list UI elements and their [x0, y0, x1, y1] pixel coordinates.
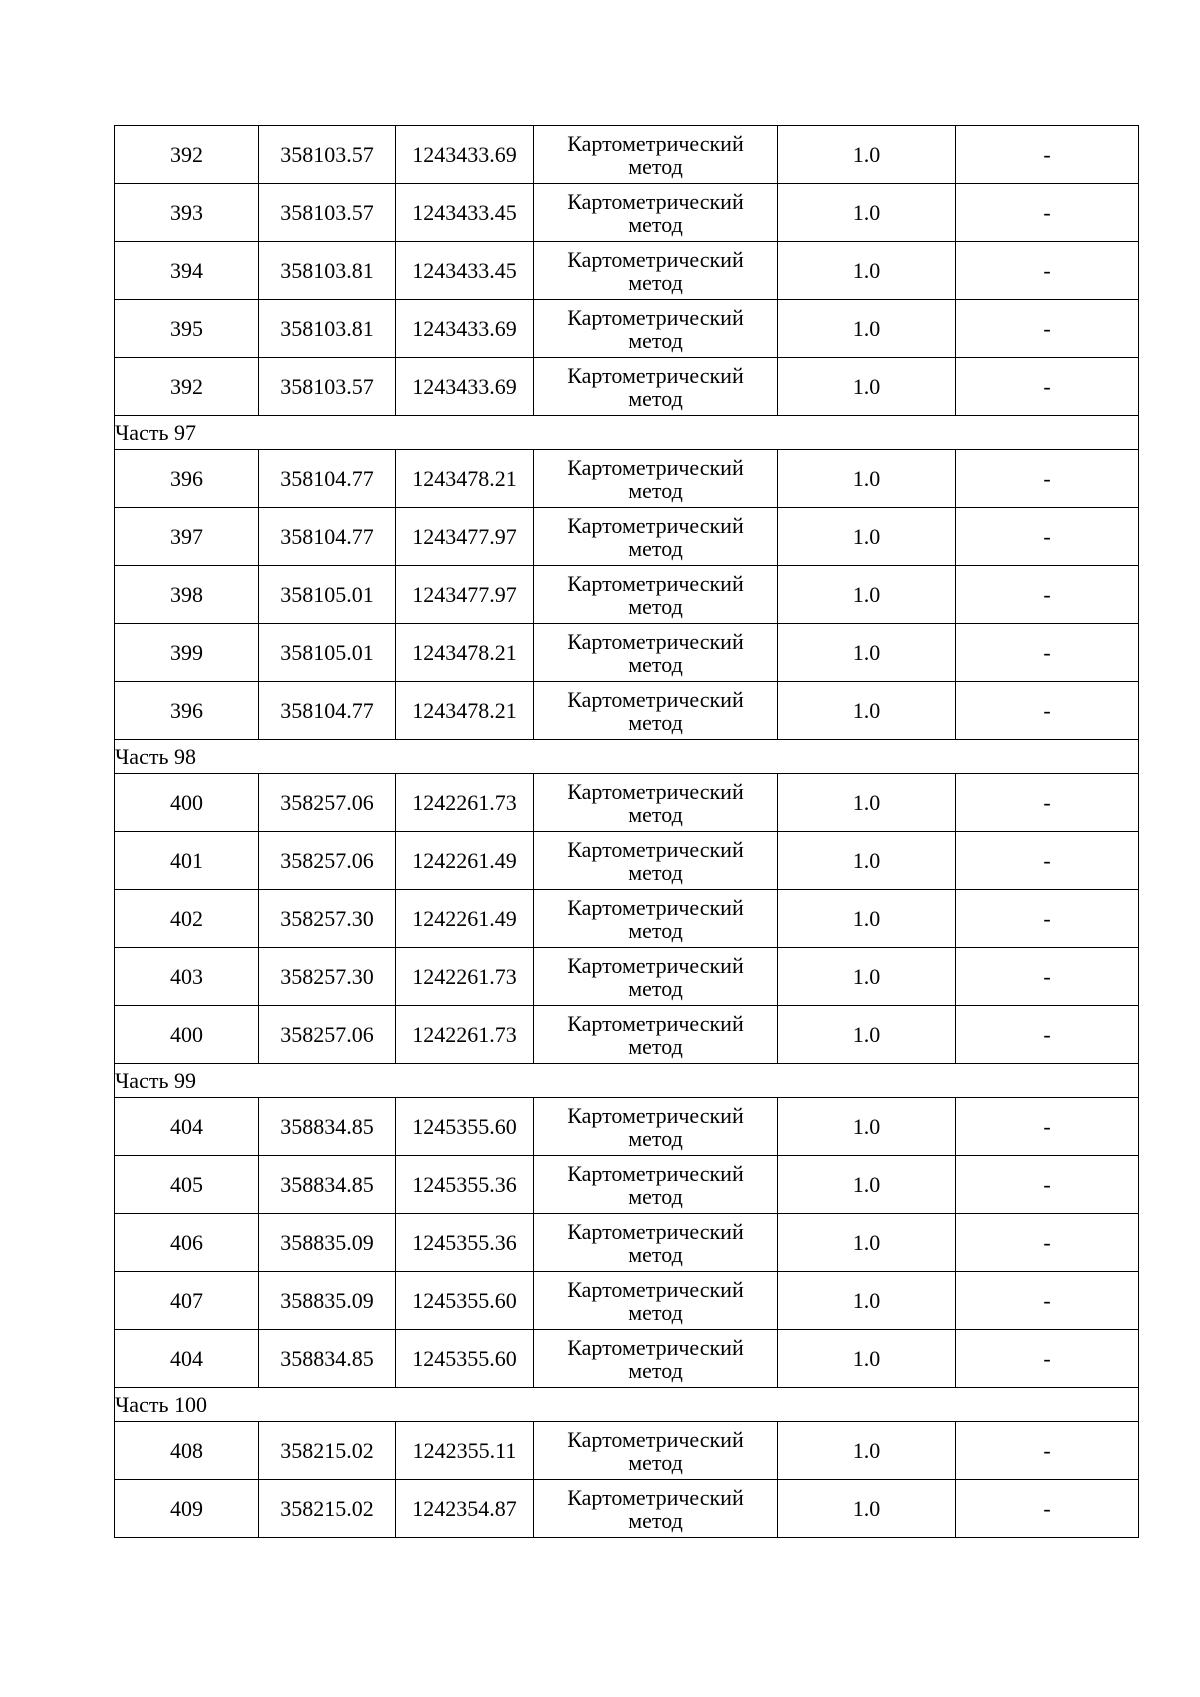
method-line2: метод: [628, 593, 683, 619]
table-row: [115, 1330, 1139, 1388]
table-row: [115, 832, 1139, 890]
x-coordinate-cell: 358103.57: [259, 126, 396, 184]
method-cell: [534, 300, 778, 358]
method-line2: метод: [628, 1183, 683, 1209]
method-cell: [534, 1480, 778, 1538]
point-number-cell: 406: [115, 1214, 259, 1272]
accuracy-cell: 1.0: [778, 242, 956, 300]
method-line1: Картометрический: [567, 512, 744, 538]
accuracy-cell: 1.0: [778, 126, 956, 184]
point-number-cell: 399: [115, 624, 259, 682]
point-number-cell: 403: [115, 948, 259, 1006]
table-row: [115, 1214, 1139, 1272]
y-coordinate-cell: 1243478.21: [396, 450, 534, 508]
x-coordinate-cell: 358257.30: [259, 890, 396, 948]
x-coordinate-cell: 358103.57: [259, 184, 396, 242]
accuracy-cell: 1.0: [778, 1422, 956, 1480]
x-coordinate-cell: 358103.81: [259, 300, 396, 358]
y-coordinate-cell: 1245355.60: [396, 1098, 534, 1156]
method-cell: [534, 890, 778, 948]
y-coordinate-cell: 1243478.21: [396, 682, 534, 740]
x-coordinate-cell: 358105.01: [259, 624, 396, 682]
y-coordinate-cell: 1245355.36: [396, 1214, 534, 1272]
part-header-row: [115, 1064, 1139, 1098]
method-line2: метод: [628, 327, 683, 353]
y-coordinate-cell: 1242261.73: [396, 948, 534, 1006]
y-coordinate-cell: 1243477.97: [396, 566, 534, 624]
method-line1: Картометрический: [567, 304, 744, 330]
note-cell: -: [956, 1272, 1139, 1330]
accuracy-cell: 1.0: [778, 1156, 956, 1214]
method-line1: Картометрический: [567, 952, 744, 978]
note-cell: -: [956, 774, 1139, 832]
accuracy-cell: 1.0: [778, 300, 956, 358]
table-row: [115, 1156, 1139, 1214]
method-line2: метод: [628, 1299, 683, 1325]
note-cell: -: [956, 1006, 1139, 1064]
method-line2: метод: [628, 385, 683, 411]
method-line1: Картометрический: [567, 628, 744, 654]
x-coordinate-cell: 358834.85: [259, 1156, 396, 1214]
y-coordinate-cell: 1245355.60: [396, 1330, 534, 1388]
point-number-cell: 405: [115, 1156, 259, 1214]
method-cell: [534, 1006, 778, 1064]
point-number-cell: 401: [115, 832, 259, 890]
method-line1: Картометрический: [567, 778, 744, 804]
method-line1: Картометрический: [567, 1010, 744, 1036]
note-cell: -: [956, 624, 1139, 682]
accuracy-cell: 1.0: [778, 450, 956, 508]
method-line2: метод: [628, 917, 683, 943]
method-cell: [534, 450, 778, 508]
method-cell: [534, 1214, 778, 1272]
method-cell: [534, 682, 778, 740]
accuracy-cell: 1.0: [778, 1480, 956, 1538]
point-number-cell: 408: [115, 1422, 259, 1480]
y-coordinate-cell: 1245355.36: [396, 1156, 534, 1214]
method-line2: метод: [628, 1449, 683, 1475]
part-label: Часть 98: [115, 740, 1139, 774]
coordinates-table-body: [115, 126, 1139, 1538]
accuracy-cell: 1.0: [778, 624, 956, 682]
note-cell: -: [956, 682, 1139, 740]
point-number-cell: 398: [115, 566, 259, 624]
point-number-cell: 409: [115, 1480, 259, 1538]
point-number-cell: 404: [115, 1330, 259, 1388]
point-number-cell: 400: [115, 1006, 259, 1064]
method-cell: [534, 774, 778, 832]
method-line2: метод: [628, 709, 683, 735]
note-cell: -: [956, 508, 1139, 566]
y-coordinate-cell: 1242261.49: [396, 832, 534, 890]
note-cell: -: [956, 300, 1139, 358]
method-line2: метод: [628, 975, 683, 1001]
part-header-row: [115, 1388, 1139, 1422]
method-cell: [534, 508, 778, 566]
table-row: [115, 774, 1139, 832]
accuracy-cell: 1.0: [778, 682, 956, 740]
table-row: [115, 300, 1139, 358]
method-cell: [534, 1098, 778, 1156]
table-row: [115, 358, 1139, 416]
table-row: [115, 1272, 1139, 1330]
accuracy-cell: 1.0: [778, 948, 956, 1006]
method-line1: Картометрический: [567, 1484, 744, 1510]
table-row: [115, 508, 1139, 566]
note-cell: -: [956, 948, 1139, 1006]
x-coordinate-cell: 358104.77: [259, 508, 396, 566]
point-number-cell: 397: [115, 508, 259, 566]
method-line2: метод: [628, 801, 683, 827]
method-cell: [534, 948, 778, 1006]
coordinates-table: [114, 125, 1139, 1538]
note-cell: -: [956, 566, 1139, 624]
method-line2: метод: [628, 535, 683, 561]
point-number-cell: 393: [115, 184, 259, 242]
method-line2: метод: [628, 477, 683, 503]
table-row: [115, 1098, 1139, 1156]
note-cell: -: [956, 1156, 1139, 1214]
x-coordinate-cell: 358103.57: [259, 358, 396, 416]
x-coordinate-cell: 358257.06: [259, 832, 396, 890]
point-number-cell: 394: [115, 242, 259, 300]
method-cell: [534, 1156, 778, 1214]
note-cell: -: [956, 358, 1139, 416]
coordinates-table-wrapper: [114, 125, 1138, 1538]
note-cell: -: [956, 832, 1139, 890]
y-coordinate-cell: 1242261.73: [396, 774, 534, 832]
accuracy-cell: 1.0: [778, 1330, 956, 1388]
x-coordinate-cell: 358105.01: [259, 566, 396, 624]
y-coordinate-cell: 1243478.21: [396, 624, 534, 682]
x-coordinate-cell: 358257.06: [259, 774, 396, 832]
point-number-cell: 396: [115, 682, 259, 740]
table-row: [115, 890, 1139, 948]
x-coordinate-cell: 358834.85: [259, 1098, 396, 1156]
x-coordinate-cell: 358104.77: [259, 450, 396, 508]
part-label: Часть 99: [115, 1064, 1139, 1098]
accuracy-cell: 1.0: [778, 358, 956, 416]
x-coordinate-cell: 358834.85: [259, 1330, 396, 1388]
method-line1: Картометрический: [567, 362, 744, 388]
note-cell: -: [956, 1214, 1139, 1272]
y-coordinate-cell: 1243433.69: [396, 300, 534, 358]
accuracy-cell: 1.0: [778, 1098, 956, 1156]
y-coordinate-cell: 1243433.45: [396, 184, 534, 242]
x-coordinate-cell: 358103.81: [259, 242, 396, 300]
method-line2: метод: [628, 1357, 683, 1383]
accuracy-cell: 1.0: [778, 1214, 956, 1272]
method-line1: Картометрический: [567, 1334, 744, 1360]
accuracy-cell: 1.0: [778, 508, 956, 566]
method-line1: Картометрический: [567, 686, 744, 712]
point-number-cell: 395: [115, 300, 259, 358]
note-cell: -: [956, 1098, 1139, 1156]
method-line2: метод: [628, 269, 683, 295]
x-coordinate-cell: 358257.06: [259, 1006, 396, 1064]
method-line1: Картометрический: [567, 1276, 744, 1302]
note-cell: -: [956, 242, 1139, 300]
y-coordinate-cell: 1243433.69: [396, 126, 534, 184]
note-cell: -: [956, 126, 1139, 184]
point-number-cell: 400: [115, 774, 259, 832]
note-cell: -: [956, 890, 1139, 948]
y-coordinate-cell: 1243433.45: [396, 242, 534, 300]
method-cell: [534, 832, 778, 890]
accuracy-cell: 1.0: [778, 1272, 956, 1330]
table-row: [115, 948, 1139, 1006]
part-header-row: [115, 416, 1139, 450]
y-coordinate-cell: 1242261.49: [396, 890, 534, 948]
method-line2: метод: [628, 1033, 683, 1059]
method-cell: [534, 566, 778, 624]
accuracy-cell: 1.0: [778, 774, 956, 832]
method-line1: Картометрический: [567, 836, 744, 862]
method-line1: Картометрический: [567, 1426, 744, 1452]
accuracy-cell: 1.0: [778, 1006, 956, 1064]
note-cell: -: [956, 450, 1139, 508]
y-coordinate-cell: 1243477.97: [396, 508, 534, 566]
note-cell: -: [956, 1480, 1139, 1538]
method-line1: Картометрический: [567, 454, 744, 480]
method-line2: метод: [628, 211, 683, 237]
point-number-cell: 402: [115, 890, 259, 948]
method-cell: [534, 242, 778, 300]
note-cell: -: [956, 1422, 1139, 1480]
method-line2: метод: [628, 859, 683, 885]
method-line1: Картометрический: [567, 188, 744, 214]
accuracy-cell: 1.0: [778, 184, 956, 242]
method-cell: [534, 126, 778, 184]
method-cell: [534, 1330, 778, 1388]
table-row: [115, 450, 1139, 508]
x-coordinate-cell: 358257.30: [259, 948, 396, 1006]
part-header-row: [115, 740, 1139, 774]
method-cell: [534, 184, 778, 242]
x-coordinate-cell: 358835.09: [259, 1214, 396, 1272]
y-coordinate-cell: 1242355.11: [396, 1422, 534, 1480]
method-line1: Картометрический: [567, 570, 744, 596]
table-row: [115, 1006, 1139, 1064]
point-number-cell: 392: [115, 126, 259, 184]
method-line2: метод: [628, 651, 683, 677]
x-coordinate-cell: 358215.02: [259, 1422, 396, 1480]
table-row: [115, 682, 1139, 740]
method-line2: метод: [628, 1241, 683, 1267]
part-label: Часть 97: [115, 416, 1139, 450]
accuracy-cell: 1.0: [778, 832, 956, 890]
method-line1: Картометрический: [567, 246, 744, 272]
method-line2: метод: [628, 153, 683, 179]
table-row: [115, 242, 1139, 300]
table-row: [115, 1422, 1139, 1480]
point-number-cell: 396: [115, 450, 259, 508]
table-row: [115, 1480, 1139, 1538]
part-label: Часть 100: [115, 1388, 1139, 1422]
point-number-cell: 392: [115, 358, 259, 416]
point-number-cell: 407: [115, 1272, 259, 1330]
method-line1: Картометрический: [567, 130, 744, 156]
method-line1: Картометрический: [567, 1160, 744, 1186]
note-cell: -: [956, 184, 1139, 242]
method-line2: метод: [628, 1507, 683, 1533]
method-cell: [534, 1272, 778, 1330]
y-coordinate-cell: 1245355.60: [396, 1272, 534, 1330]
x-coordinate-cell: 358835.09: [259, 1272, 396, 1330]
method-cell: [534, 358, 778, 416]
table-row: [115, 624, 1139, 682]
x-coordinate-cell: 358215.02: [259, 1480, 396, 1538]
y-coordinate-cell: 1243433.69: [396, 358, 534, 416]
point-number-cell: 404: [115, 1098, 259, 1156]
table-row: [115, 126, 1139, 184]
table-row: [115, 566, 1139, 624]
accuracy-cell: 1.0: [778, 890, 956, 948]
method-line1: Картометрический: [567, 1218, 744, 1244]
x-coordinate-cell: 358104.77: [259, 682, 396, 740]
accuracy-cell: 1.0: [778, 566, 956, 624]
method-cell: [534, 1422, 778, 1480]
method-cell: [534, 624, 778, 682]
method-line1: Картометрический: [567, 1102, 744, 1128]
method-line2: метод: [628, 1125, 683, 1151]
note-cell: -: [956, 1330, 1139, 1388]
y-coordinate-cell: 1242354.87: [396, 1480, 534, 1538]
method-line1: Картометрический: [567, 894, 744, 920]
table-row: [115, 184, 1139, 242]
y-coordinate-cell: 1242261.73: [396, 1006, 534, 1064]
